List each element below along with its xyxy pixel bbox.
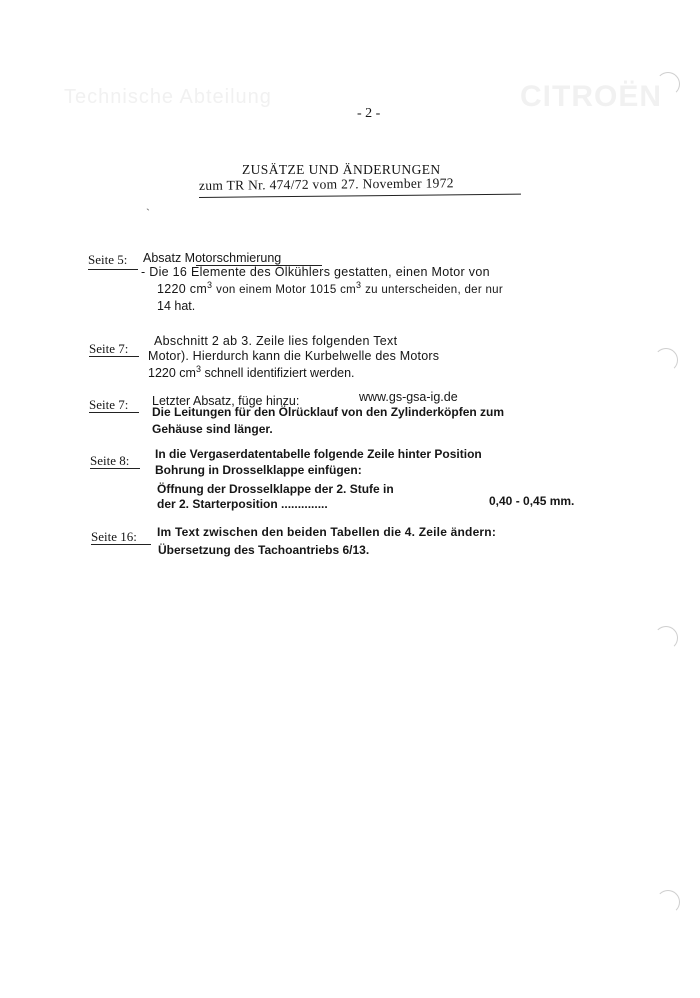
- text-line: Letzter Absatz, füge hinzu:: [152, 394, 300, 408]
- stray-mark: `: [146, 206, 150, 220]
- binder-hole: [654, 348, 678, 372]
- ref-underline: [88, 269, 138, 270]
- text-line: Übersetzung des Tachoantriebs 6/13.: [158, 543, 370, 557]
- page-number: - 2 -: [357, 106, 381, 121]
- heading-subtitle: zum TR Nr. 474/72 vom 27. November 1972: [198, 175, 454, 193]
- ref-underline: [90, 468, 140, 469]
- heading-underline: [199, 194, 521, 198]
- section-ref: Seite 7:: [89, 397, 129, 412]
- text-line: In die Vergaserdatentabelle folgende Zeile hinter Position: [155, 447, 482, 461]
- faint-brand-text: CITROËN: [520, 80, 662, 113]
- text-line: Bohrung in Drosselklappe einfügen:: [155, 463, 362, 477]
- text-line: Im Text zwischen den beiden Tabellen die 4. Zeile ändern:: [157, 525, 497, 539]
- text-line: - Die 16 Elemente des Ölkühlers gestatten, einen Motor von: [141, 265, 490, 279]
- text-line: Motor). Hierdurch kann die Kurbelwelle des Motors: [148, 349, 440, 363]
- text-line: der 2. Starterposition ..............: [157, 497, 328, 511]
- section-ref: Seite 8:: [90, 453, 130, 468]
- ref-underline: [91, 544, 151, 545]
- text-line: Gehäuse sind länger.: [152, 422, 273, 436]
- ref-underline: [89, 356, 139, 357]
- ref-underline: [89, 412, 139, 413]
- text-line: Abschnitt 2 ab 3. Zeile lies folgenden Text: [154, 334, 398, 348]
- binder-hole: [656, 890, 680, 914]
- text-line: 14 hat.: [157, 299, 196, 313]
- section-ref: Seite 5:: [88, 252, 128, 267]
- section-ref: Seite 7:: [89, 341, 129, 356]
- binder-hole: [654, 626, 678, 650]
- faint-letterhead-text: Technische Abteilung: [64, 86, 272, 108]
- section-ref: Seite 16:: [91, 529, 137, 544]
- heading-title: ZUSÄTZE UND ÄNDERUNGEN: [242, 162, 441, 177]
- text-line: 1220 $cm^3$ schnell identifiziert werden.: [148, 364, 355, 380]
- text-line: 1220 $cm^3$ von einem Motor 1015 $cm^3$ zu unterscheiden, der nur: [157, 280, 504, 296]
- text-line: Öffnung der Drosselklappe der 2. Stufe in: [157, 482, 394, 496]
- binder-hole: [656, 72, 680, 96]
- value-range: 0,40 - 0,45 mm.: [489, 494, 575, 508]
- section-label: Absatz Motorschmierung: [143, 251, 282, 265]
- website-stamp: www.gs-gsa-ig.de: [359, 390, 458, 404]
- text-line: Die Leitungen für den Ölrücklauf von den Zylinderköpfen zum: [152, 405, 505, 419]
